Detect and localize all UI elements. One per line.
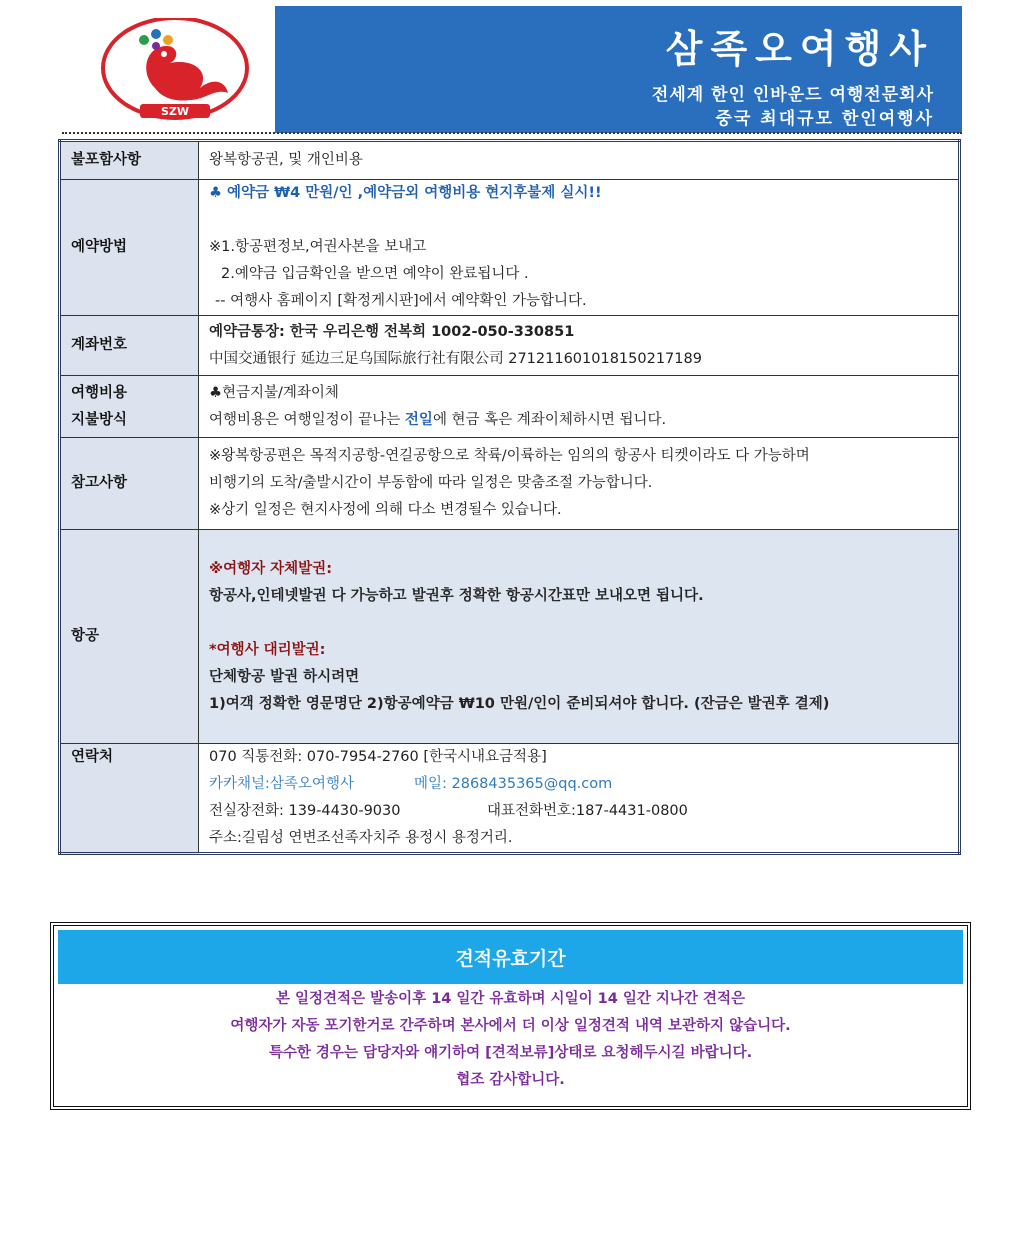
email-link[interactable]: 메일: 2868435365@qq.com	[414, 776, 613, 792]
header-divider	[62, 132, 962, 134]
payment-text-post: 에 현금 혹은 계좌이체하시면 됩니다.	[432, 411, 667, 428]
validity-line-2: 여행자가 자동 포기한거로 간주하며 본사에서 더 이상 일정견적 내역 보관하지 않습니다.	[230, 1018, 791, 1034]
contact-cell	[199, 744, 960, 854]
header-banner	[275, 6, 962, 133]
label-contact: 연락처	[60, 744, 199, 854]
label-booking: 예약방법	[60, 180, 199, 316]
row-contact	[60, 744, 960, 854]
page-header	[62, 6, 962, 134]
payment-timing	[209, 407, 948, 434]
deposit-highlight: ♣ 예약금 ₩4 만원/인 ,예약금외 여행비용 현지후불제 실시!!	[209, 185, 602, 201]
booking-step-2: 2.예약금 입금확인을 받으면 예약이 완료됩니다 .	[221, 266, 529, 282]
label-payment-2: 지불방식	[71, 411, 128, 428]
payment-cell	[199, 376, 960, 438]
row-account	[60, 316, 960, 376]
flight-cell	[199, 530, 960, 744]
company-tagline-1: 전세계 한인 인바운드 여행전문회사	[651, 85, 934, 105]
korea-account: 예약금통장: 한국 우리은행 전복희 1002-050-330851	[209, 323, 575, 340]
account-cell	[199, 316, 960, 376]
contact-online	[209, 771, 948, 798]
info-table	[58, 139, 961, 855]
self-ticketing-text: 항공사,인테넷발권 다 가능하고 발권후 정확한 항공시간표만 보내오면 됩니다.	[209, 587, 704, 604]
validity-line-4: 협조 감사합니다.	[456, 1072, 565, 1088]
row-flight	[60, 530, 960, 744]
payment-text-pre: 여행비용은 여행일정이 끝나는	[209, 411, 405, 428]
booking-cell	[199, 180, 960, 316]
row-exclusions	[60, 141, 960, 180]
logo-text: SZW	[160, 105, 190, 118]
office-phone: 전실장전화: 139-4430-9030	[209, 803, 401, 819]
row-booking	[60, 180, 960, 316]
validity-line-3: 특수한 경우는 담당자와 얘기하여 [견적보류]상태로 요청해두시길 바랍니다.	[268, 1045, 753, 1061]
main-phone: 대표전화번호:187-4431-0800	[487, 803, 688, 819]
address: 주소:길림성 연변조선족자치주 용정시 용정거리.	[209, 830, 513, 846]
direct-phone: 070 직통전화: 070-7954-2760 [한국시내요금적용]	[209, 749, 547, 765]
note-2: 비행기의 도착/출발시간이 부동함에 따라 일정은 맞춤조절 가능합니다.	[209, 475, 653, 491]
label-account: 계좌번호	[60, 316, 199, 376]
exclusions-text: 왕복항공권, 및 개인비용	[199, 141, 960, 180]
china-account: 中国交通银行 延边三足乌国际旅行社有限公司 271211601018150217189	[209, 350, 702, 367]
agency-ticketing-text: 단체항공 발권 하시려면	[209, 668, 360, 685]
quote-validity-box	[50, 922, 971, 1110]
label-notes: 참고사항	[60, 438, 199, 530]
kakao-channel-link[interactable]: 카카채널:삼족오여행사	[209, 776, 354, 792]
payment-day-highlight: 전일	[404, 411, 433, 428]
self-ticketing-heading: ※여행자 자체발권:	[209, 560, 332, 577]
quote-validity-body	[58, 986, 963, 1094]
company-name: 삼족오여행사	[665, 27, 934, 71]
booking-step-1: ※1.항공편정보,여권사본을 보내고	[209, 239, 427, 255]
validity-line-1: 본 일정견적은 발송이후 14 일간 유효하며 시일이 14 일간 지나간 견적은	[275, 991, 746, 1007]
label-flight: 항공	[60, 530, 199, 744]
company-tagline-2: 중국 최대규모 한인여행사	[715, 109, 934, 129]
note-1: ※왕복항공편은 목적지공항-연길공항으로 착륙/이륙하는 임의의 항공사 티켓이라도 다 가능하며	[209, 448, 810, 464]
agency-ticketing-requirements: 1)여객 정확한 영문명단 2)항공예약금 ₩10 만원/인이 준비되셔야 합니다. (잔금은 발권후 결제)	[209, 695, 830, 712]
label-exclusions: 불포함사항	[60, 141, 199, 180]
label-payment-1: 여행비용	[71, 384, 128, 401]
note-3: ※상기 일정은 현지사정에 의해 다소 변경될수 있습니다.	[209, 502, 562, 518]
row-notes	[60, 438, 960, 530]
row-payment	[60, 376, 960, 438]
agency-ticketing-heading: *여행사 대리발권:	[209, 641, 326, 658]
notes-cell	[199, 438, 960, 530]
payment-methods: ♣현금지불/계좌이체	[209, 384, 339, 401]
quote-validity-title: 견적유효기간	[58, 930, 963, 984]
booking-step-3: -- 여행사 홈페이지 [확정게시판]에서 예약확인 가능합니다.	[215, 293, 587, 309]
company-logo	[100, 18, 250, 122]
label-payment	[60, 376, 199, 438]
contact-phones	[209, 798, 948, 825]
